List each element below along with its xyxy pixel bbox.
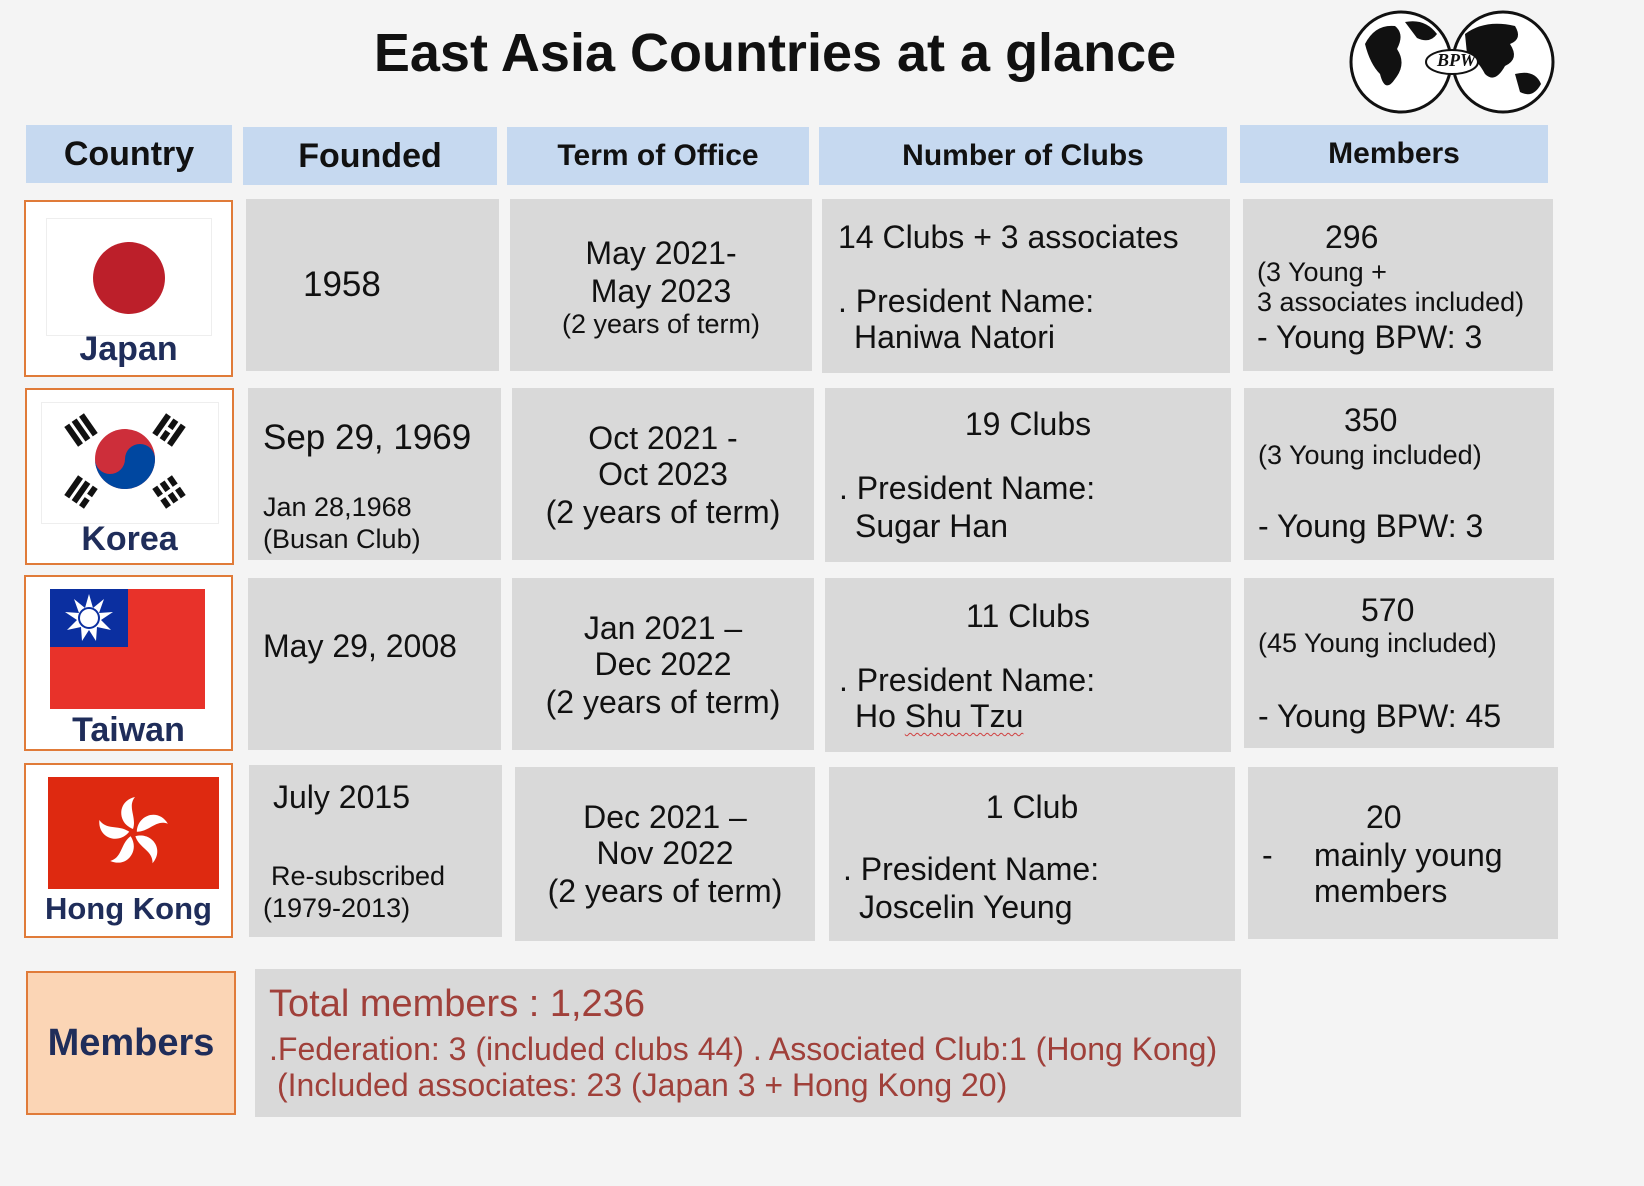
young-bpw: - Young BPW: 45 [1258,698,1502,734]
members-cell [1248,767,1558,939]
country-name: Korea [81,520,178,558]
member-total: 296 [1325,219,1379,255]
term-line: (2 years of term) [545,684,781,720]
summary-cell [255,969,1241,1117]
founded-cell [248,578,501,750]
club-count: 14 Clubs + 3 associates [838,219,1179,255]
clubs-cell [822,199,1230,373]
founded-date: 1958 [303,265,381,304]
term-line: (2 years of term) [547,873,783,909]
header-founded: Founded [243,127,497,185]
term-line: Oct 2021 - [588,420,738,456]
term-cell [512,578,814,750]
president-name [855,698,1023,735]
page-title: East Asia Countries at a glance [373,23,1177,83]
member-note: 3 associates included) [1257,287,1525,317]
club-count: 19 Clubs [964,406,1092,442]
term-cell [510,199,812,371]
korea-flag-icon [41,402,219,524]
founded-date: May 29, 2008 [263,628,457,664]
term-cell [512,388,814,560]
country-name: Japan [79,330,178,368]
president-label: . President Name: [839,662,1096,698]
summary-label: Members [47,1021,215,1064]
term-line: May 2021- [585,235,737,271]
member-bullet: - [1262,837,1273,873]
term-line: Dec 2021 – [583,799,747,835]
bpw-logo [1345,4,1560,116]
clubs-cell [825,388,1231,562]
clubs-cell [829,767,1235,941]
founded-note: Re-subscribed [271,861,446,891]
term-line: Jan 2021 – [583,610,743,646]
term-line: Oct 2023 [598,456,728,492]
term-line: (2 years of term) [545,494,781,530]
founded-cell [246,199,499,371]
young-bpw: - Young BPW: 3 [1258,508,1484,544]
term-cell [515,767,815,941]
president-label: . President Name: [843,851,1100,887]
members-cell [1243,199,1553,371]
header-clubs: Number of Clubs [819,127,1227,185]
founded-cell [248,388,501,560]
club-count: 1 Club [985,789,1079,825]
founded-note: (1979-2013) [263,893,411,923]
member-note: (3 Young + [1257,257,1387,287]
member-note: mainly young [1314,837,1503,873]
president-name-part: Shu Tzu [904,698,1024,734]
president-label: . President Name: [838,283,1095,319]
term-line: May 2023 [590,273,732,309]
member-note: (45 Young included) [1258,628,1497,658]
members-cell [1244,578,1554,748]
header-term: Term of Office [507,127,809,185]
summary-line: .Federation: 3 (included clubs 44) . Associated Club:1 (Hong Kong) [269,1031,1218,1067]
founded-date: July 2015 [273,779,410,815]
member-total: 20 [1366,799,1402,835]
member-note: (3 Young included) [1258,440,1482,470]
summary-line: (Included associates: 23 (Japan 3 + Hong Kong 20) [277,1067,1008,1103]
member-note: members [1314,873,1448,909]
president-label: . President Name: [839,470,1096,506]
country-name: Hong Kong [44,891,212,926]
president-name: Sugar Han [855,508,1008,544]
founded-note: (Busan Club) [263,524,421,554]
president-name-part: Ho [855,698,905,734]
japan-flag-icon [46,218,212,336]
president-name: Haniwa Natori [854,319,1055,355]
header-country: Country [26,125,232,183]
taiwan-flag-icon [50,589,205,709]
summary-label-box [26,971,236,1115]
young-bpw: - Young BPW: 3 [1257,319,1483,355]
term-line: Nov 2022 [596,835,734,871]
hongkong-flag-icon [48,777,219,889]
club-count: 11 Clubs [966,598,1090,634]
country-cell-hongkong [24,763,233,938]
president-name: Joscelin Yeung [859,889,1073,925]
country-cell-korea [25,388,234,565]
founded-date: Sep 29, 1969 [263,418,472,457]
founded-note: Jan 28,1968 [263,492,412,522]
country-cell-japan [24,200,233,377]
clubs-cell [825,578,1231,752]
logo-text: BPW [1437,50,1477,70]
founded-cell [249,765,502,937]
member-total: 570 [1361,592,1415,628]
term-line: (2 years of term) [561,309,761,339]
term-line: Dec 2022 [594,646,732,682]
member-total: 350 [1344,402,1398,438]
members-cell [1244,388,1554,560]
country-name: Taiwan [72,711,185,749]
country-cell-taiwan [24,575,233,751]
summary-total: Total members : 1,236 [269,983,645,1025]
header-members: Members [1240,125,1548,183]
